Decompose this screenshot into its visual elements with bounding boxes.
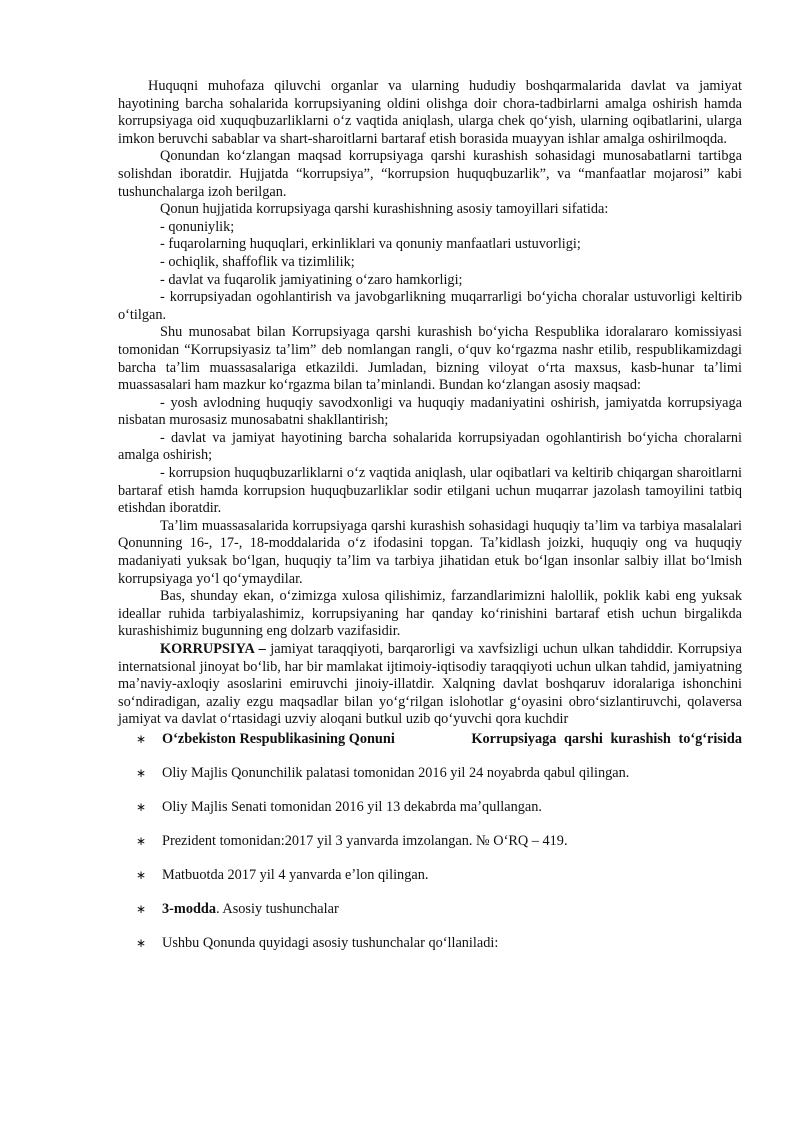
definition-term: KORRUPSIYA –	[160, 641, 266, 657]
list-item	[118, 833, 742, 851]
list-item-text: . Asosiy tushunchalar	[216, 900, 339, 917]
paragraph-exhibition: Shu munosabat bilan Korrupsiyaga qarshi kurashish boʻyicha Respublika idoralararo komissiyasi tomonidan “Korrupsiyasiz taʼlim” deb nomlangan rangli, oʻquv koʻrgazma nashr etilib, respublikamizdagi barcha taʼlim muassasalariga etkazildi. Jumladan, bizning viloyat oʻrta maxsus, kasb-hunar taʼlimi muassasalari ham mazkur koʻrgazma bilan taʼminlandi. Bundan koʻzlangan asosiy maqsad:	[118, 324, 742, 394]
principle-openness: - ochiqlik, shaffoflik va tizimlilik;	[160, 253, 355, 270]
asterisk-bullet-icon: ∗	[136, 765, 147, 780]
list-item-text: Oliy Majlis Qonunchilik palatasi tomonidan 2016 yil 24 noyabrda qabul qilingan.	[162, 764, 630, 781]
asterisk-bullet-icon: ∗	[136, 799, 147, 814]
list-item	[118, 901, 742, 919]
goal-detection: - korrupsion huquqbuzarliklarni oʻz vaqtida aniqlash, ular oqibatlari va keltirib chiqargan sharoitlarni bartaraf etish hamda korrupsion huquqbuzarliklar sodir etilgani uchun muqarrar jazolash tamoyilini tatbiq etishdan iboratdir.	[118, 465, 742, 517]
principle-citizen-rights: - fuqarolarning huquqlari, erkinliklari va qonuniy manfaatlari ustuvorligi;	[160, 236, 581, 253]
list-item	[118, 799, 742, 817]
asterisk-bullet-icon: ∗	[136, 833, 147, 848]
principle-legality: - qonuniylik;	[160, 218, 235, 235]
paragraph-principles-intro: Qonun hujjatida korrupsiyaga qarshi kurashishning asosiy tamoyillari sifatida:	[160, 201, 609, 218]
list-item-text: Oliy Majlis Senati tomonidan 2016 yil 13 dekabrda maʼqullangan.	[162, 798, 542, 815]
law-title-part1: Oʻzbekiston Respublikasining Qonuni	[162, 730, 395, 747]
law-title-item	[118, 731, 742, 749]
document-page	[118, 78, 742, 953]
paragraph-law-enforcement: Huquqni muhofaza qiluvchi organlar va ularning hududiy boshqarmalarida davlat va jamiyat hayotining barcha sohalarida korrupsiyaning oldini olishga doir chora-tadbirlarni amalga oshirish hamda korrupsiyaga oid xuquqbuzarliklarni oʻz vaqtida aniqlash, ularga chek qoʻyish, ularning oqibatlarini, ularga imkon beruvchi sabablar va shart-sharoitlarni bartaraf etish borasida muayyan ishlar amalga oshirilmoqda.	[118, 78, 742, 147]
list-item-text: Prezident tomonidan:2017 yil 3 yanvarda imzolangan. № OʻRQ – 419.	[162, 832, 568, 849]
list-item	[118, 867, 742, 885]
article-number: 3-modda	[162, 900, 217, 917]
list-item	[118, 935, 742, 953]
paragraph-education-articles: Taʼlim muassasalarida korrupsiyaga qarshi kurashish sohasidagi huquqiy taʼlim va tarbiya masalalari Qonunning 16-, 17-, 18-moddalarida oʻz ifodasini topgan. Taʼkidlash joizki, huquqiy ong va huquqiy madaniyati yuksak boʻlgan, huquqiy taʼlim va tarbiya jihatidan etuk boʻlgan insonlar salbiy illat boʻlmish korrupsiyaga yoʻl qoʻymaydilar.	[118, 517, 742, 587]
definition-text: jamiyat taraqqiyoti, barqarorligi va xavfsizligi uchun ulkan tahdiddir. Korrupsiya internatsional jinoyat boʻlib, har bir mamlakat ijtimoiy-iqtisodiy taraqqiyoti uchun ulkan tahdid, jamiyatning maʼnaviy-axloqiy asoslarini emiruvchi jinoiy-illatdir. Xalqning davlat boshqaruv idoralariga ishonchini soʻndiradigan, azaliy ezgu maqsadlar bilan yoʻgʻrilgan islohotlar gʻoyasini obroʻsizlantiruvchi, qolaversa jamiyat va davlat oʻrtasidagi uzviy aloqani butkul uzib qoʻyuvchi qora kuchdir	[118, 641, 743, 728]
paragraph-corruption-definition	[118, 641, 742, 729]
law-details-list	[118, 731, 742, 953]
principle-cooperation: - davlat va fuqarolik jamiyatining oʻzaro hamkorligi;	[160, 271, 463, 288]
asterisk-bullet-icon: ∗	[136, 867, 147, 882]
list-item-text: Ushbu Qonunda quyidagi asosiy tushunchalar qoʻllaniladi:	[162, 934, 499, 951]
paragraph-law-purpose: Qonundan koʻzlangan maqsad korrupsiyaga qarshi kurashish sohasidagi munosabatlarni tartibga solishdan iboratdir. Hujjatda “korrupsiya”, “korrupsion huquqbuzarlik”, va “manfaatlar mojarosi” kabi tushunchalarga izoh berilgan.	[118, 148, 742, 200]
paragraph-conclusion: Bas, shunday ekan, oʻzimizga xulosa qilishimiz, farzandlarimizni halollik, poklik kabi eng yuksak ideallar ruhida tarbiyalashimiz, korrupsiyaning har qanday koʻrinishini bartaraf etish uchun birgalikda kurashishimiz bugunning eng dolzarb vazifasidir.	[118, 588, 742, 640]
law-title-part2: Korrupsiyaga qarshi kurashish toʻgʻrisida	[471, 730, 742, 747]
asterisk-bullet-icon: ∗	[136, 901, 147, 916]
goal-prevention-measures: - davlat va jamiyat hayotining barcha sohalarida korrupsiyadan ogohlantirish boʻyicha choralarni amalga oshirish;	[118, 429, 742, 464]
asterisk-bullet-icon: ∗	[136, 731, 147, 746]
goal-legal-literacy: - yosh avlodning huquqiy savodxonligi va huquqiy madaniyatini oshirish, jamiyatda korrupsiyaga nisbatan murosasiz munosabatni shakllantirish;	[118, 394, 742, 429]
list-item	[118, 765, 742, 783]
asterisk-bullet-icon: ∗	[136, 935, 147, 950]
list-item-text: Matbuotda 2017 yil 4 yanvarda eʼlon qilingan.	[162, 866, 429, 883]
principle-prevention: - korrupsiyadan ogohlantirish va javobgarlikning muqarrarligi boʻyicha choralar ustuvorligi keltirib oʻtilgan.	[118, 289, 742, 323]
